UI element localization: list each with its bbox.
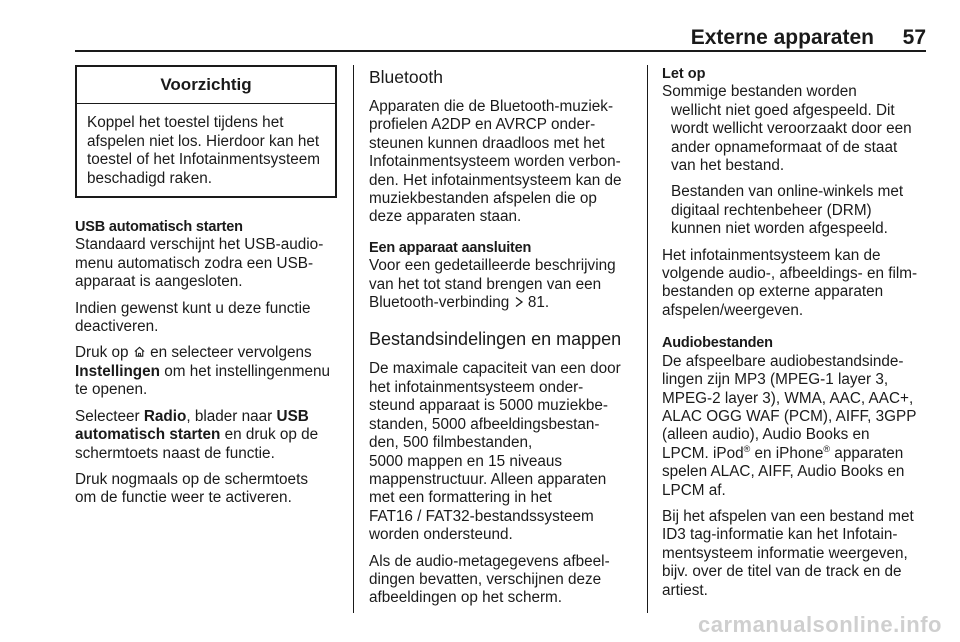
- text-line: ID3 tag-informatie kan het Infotain-: [662, 526, 898, 544]
- audio-heading: Audiobestanden: [662, 335, 773, 352]
- text-line: wordt wellicht veroorzaakt door een: [671, 120, 912, 138]
- usb-paragraph-1: [75, 236, 337, 291]
- connect-heading: Een apparaat aansluiten: [369, 239, 532, 256]
- text-line: Indien gewenst kunt u deze functie: [75, 299, 311, 317]
- text-line: [75, 426, 337, 444]
- text-line: 5000 mappen en 15 niveaus: [369, 452, 563, 470]
- text-line: Sommige bestanden worden: [662, 83, 857, 101]
- text-line: volgende audio-, afbeeldings- en film-: [662, 265, 918, 283]
- text-line: Apparaten die de Bluetooth-muziek-: [369, 98, 614, 115]
- connect-paragraph: [369, 257, 633, 312]
- column-3: [662, 65, 928, 608]
- text-line: muziekbestanden afspelen die op: [369, 190, 597, 208]
- text-line: ander opnameformaat of de staat: [671, 138, 898, 156]
- note-heading: Let op: [662, 66, 706, 82]
- warning-title: Voorzichtig: [77, 67, 335, 104]
- text-line: mentsysteem informatie weergeven,: [662, 544, 908, 562]
- text-fragment: Bluetooth-verbinding: [369, 294, 510, 312]
- registered-mark: ®: [823, 443, 831, 454]
- menu-name-autostart: automatisch starten: [75, 426, 221, 444]
- text-line: den. Het infotainmentsysteem kan de: [369, 171, 622, 189]
- header-rule: [75, 50, 926, 52]
- text-line: wellicht niet goed afgespeeld. Dit: [671, 101, 895, 119]
- text-line: profielen A2DP en AVRCP onder-: [369, 116, 596, 134]
- text-line: artiest.: [662, 581, 708, 599]
- text-line: [369, 294, 633, 312]
- text-line: Bestanden van online-winkels met: [671, 183, 904, 201]
- text-line: MPEG-2 layer 3), WMA, AAC, AAC+,: [662, 389, 914, 407]
- text-line: Standaard verschijnt het USB-audio-: [75, 236, 324, 254]
- page-header: [75, 22, 926, 48]
- warning-box: [75, 65, 337, 198]
- text-fragment: , blader naar: [186, 407, 273, 425]
- text-line: (alleen audio), Audio Books en: [662, 426, 870, 444]
- page-title: Externe apparaten: [690, 26, 874, 49]
- text-line: bijv. over de titel van de track en de: [662, 563, 902, 581]
- bluetooth-paragraph: [369, 98, 633, 227]
- text-line: De afspeelbare audiobestandsinde-: [662, 352, 904, 370]
- text-line: De maximale capaciteit van een door: [369, 360, 621, 378]
- home-icon: [133, 345, 146, 358]
- formats-heading: Bestandsindelingen en mappen: [369, 329, 622, 350]
- text-line: worden ondersteund.: [369, 526, 513, 544]
- text-line: deactiveren.: [75, 318, 159, 336]
- text-line: Bij het afspelen van een bestand met: [662, 507, 914, 525]
- text-line: van het tot stand brengen van een: [369, 275, 602, 293]
- column-divider-2: [647, 65, 648, 613]
- text-fragment: en selecteer vervolgens: [150, 344, 312, 362]
- reference-page: 81.: [527, 294, 550, 312]
- text-fragment: apparaten: [830, 444, 904, 462]
- text-line: [75, 408, 337, 426]
- usb-heading: USB automatisch starten: [75, 219, 243, 236]
- text-line: om de functie weer te activeren.: [75, 489, 292, 507]
- text-line: [75, 363, 337, 381]
- text-line: deze apparaten staan.: [369, 208, 522, 226]
- text-line: bestanden op externe apparaten: [662, 283, 884, 301]
- text-line: afspelen/weergeven.: [662, 301, 804, 319]
- text-line: apparaat is aangesloten.: [75, 273, 243, 291]
- text-fragment: Selecteer: [75, 407, 140, 425]
- warning-line: beschadigd raken.: [87, 169, 213, 187]
- column-1: [75, 65, 337, 516]
- text-line: Voor een gedetailleerde beschrijving: [369, 257, 616, 275]
- id3-paragraph: [662, 508, 928, 600]
- formats-paragraph: [369, 360, 633, 544]
- bluetooth-heading: Bluetooth: [369, 67, 443, 87]
- text-line: met een formattering in het: [369, 489, 552, 507]
- usb-paragraph-5: [75, 471, 337, 508]
- text-line: Als de audio-metagegevens afbeel-: [369, 552, 610, 570]
- text-fragment: LPCM. iPod: [662, 444, 744, 462]
- text-fragment: en iPhone: [750, 444, 824, 462]
- text-fragment: om het instellingenmenu: [164, 362, 331, 380]
- text-line: FAT16 / FAT32-bestandssysteem: [369, 507, 594, 525]
- audio-paragraph: [662, 353, 928, 500]
- warning-line: afspelen niet los. Hierdoor kan het: [87, 132, 320, 150]
- text-line: mappenstructuur. Alleen apparaten: [369, 470, 607, 488]
- warning-body: [77, 104, 335, 196]
- text-line: Druk nogmaals op de schermtoets: [75, 470, 308, 488]
- supported-files-paragraph: [662, 247, 928, 321]
- usb-paragraph-3: [75, 344, 337, 399]
- text-line: standen, 5000 afbeeldingsbestan-: [369, 415, 600, 433]
- text-line: kunnen niet worden afgespeeld.: [671, 220, 888, 238]
- text-line: ALAC OGG WAF (PCM), AIFF, 3GPP: [662, 407, 917, 425]
- text-line: steunen kunnen draadloos met het: [369, 134, 605, 152]
- text-line: van het bestand.: [671, 157, 785, 175]
- usb-paragraph-2: [75, 300, 337, 337]
- text-line: Het infotainmentsysteem kan de: [662, 246, 881, 264]
- usb-paragraph-4: [75, 408, 337, 463]
- watermark: carmanualsonline.info: [698, 612, 942, 637]
- text-line: den, 500 filmbestanden,: [369, 434, 533, 452]
- text-line: afbeeldingen op het scherm.: [369, 589, 563, 607]
- registered-mark: ®: [743, 443, 751, 454]
- text-line: steund apparaat is 5000 muziekbe-: [369, 397, 608, 415]
- warning-line: toestel of het Infotainmentsysteem: [87, 151, 320, 169]
- text-line: spelen ALAC, AIFF, Audio Books en: [662, 463, 905, 481]
- column-2: [369, 65, 633, 616]
- column-divider-1: [353, 65, 354, 613]
- menu-name-radio: Radio: [143, 407, 187, 425]
- text-line: menu automatisch zodra een USB-: [75, 254, 314, 272]
- text-line: schermtoets naast de functie.: [75, 444, 275, 462]
- menu-name-usb: USB: [276, 407, 309, 425]
- warning-line: Koppel het toestel tijdens het: [87, 114, 284, 132]
- page-number: 57: [902, 26, 926, 49]
- text-line: te openen.: [75, 381, 148, 399]
- text-line: Infotainmentsysteem worden verbon-: [369, 153, 621, 171]
- menu-name-settings: Instellingen: [75, 362, 160, 380]
- metadata-paragraph: [369, 553, 633, 608]
- note-paragraph-1: [662, 83, 928, 175]
- text-fragment: Druk op: [75, 344, 129, 362]
- text-line: [75, 344, 337, 362]
- text-line: digitaal rechtenbeheer (DRM): [671, 201, 872, 219]
- note-paragraph-2: [671, 183, 928, 238]
- text-line: LPCM af.: [662, 481, 726, 499]
- text-line: dingen bevatten, verschijnen deze: [369, 570, 602, 588]
- text-line: [662, 445, 928, 463]
- page-reference-icon: [514, 296, 524, 308]
- text-fragment: en druk op de: [224, 426, 319, 444]
- text-line: lingen zijn MP3 (MPEG-1 layer 3,: [662, 371, 889, 389]
- text-line: het infotainmentsysteem onder-: [369, 378, 584, 396]
